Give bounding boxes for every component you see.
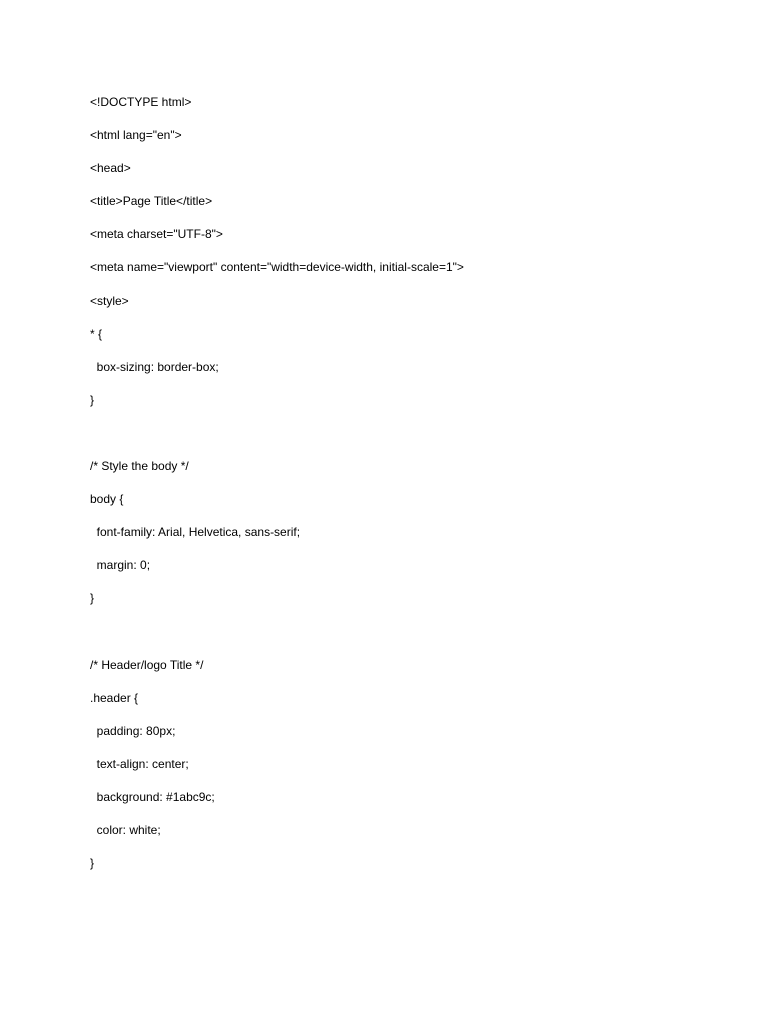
blank-line: [90, 622, 730, 655]
document-body: [90, 92, 730, 886]
code-line: /* Header/logo Title */: [90, 657, 204, 672]
code-line: }: [90, 591, 95, 606]
code-line: /* Style the body */: [90, 459, 189, 474]
code-line: <html lang="en">: [90, 128, 182, 143]
code-line: <meta name="viewport" content="width=device-width, initial-scale=1">: [90, 260, 464, 275]
code-line: <style>: [90, 293, 129, 308]
code-line: }: [90, 392, 95, 407]
code-line: .header {: [90, 690, 139, 705]
code-line: box-sizing: border-box;: [90, 359, 219, 374]
code-line: text-align: center;: [90, 756, 189, 771]
code-line: margin: 0;: [90, 558, 151, 573]
code-line: padding: 80px;: [90, 723, 176, 738]
code-line: <!DOCTYPE html>: [90, 95, 192, 109]
code-line: color: white;: [90, 823, 161, 838]
code-line: background: #1abc9c;: [90, 789, 215, 804]
code-line: * {: [90, 326, 103, 341]
code-line: <head>: [90, 161, 131, 176]
blank-line: [90, 423, 730, 456]
code-line: body {: [90, 492, 124, 507]
code-line: <title>Page Title</title>: [90, 194, 213, 209]
code-line: <meta charset="UTF-8">: [90, 227, 223, 242]
code-line: }: [90, 856, 95, 871]
code-line: font-family: Arial, Helvetica, sans-serif;: [90, 525, 301, 540]
